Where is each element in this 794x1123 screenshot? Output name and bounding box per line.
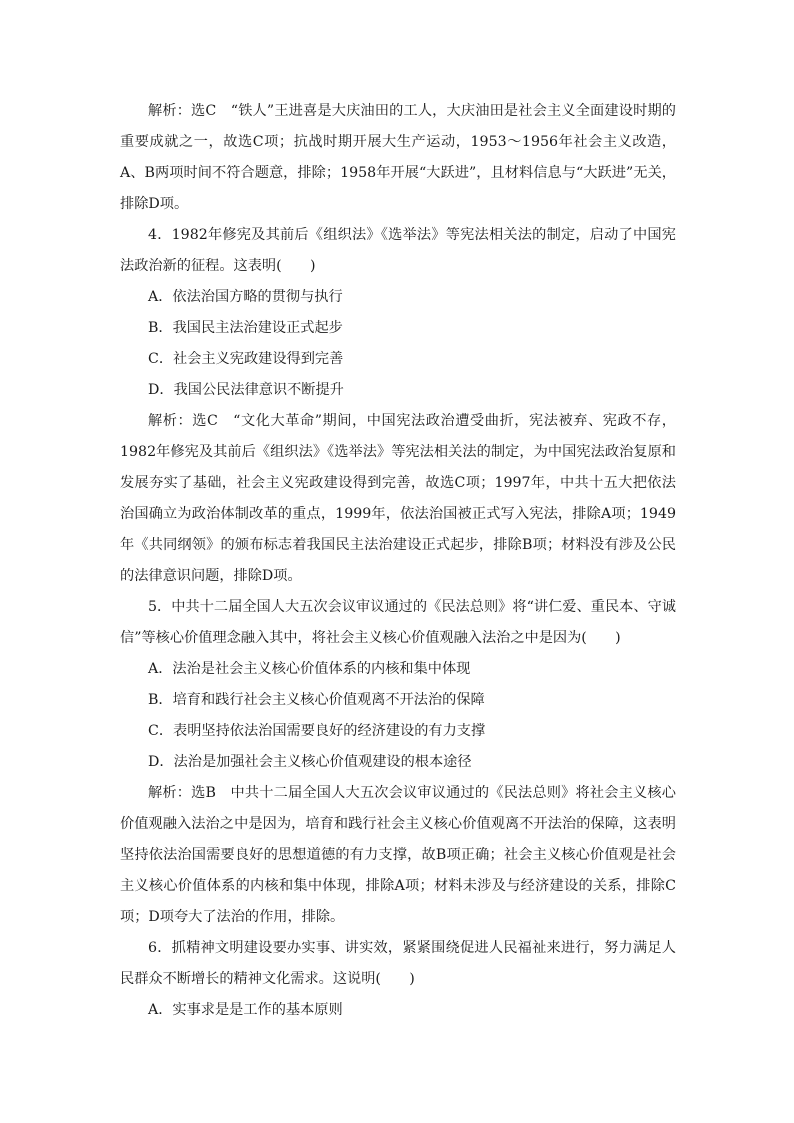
question-6-stem: 6．抓精神文明建设要办实事、讲实效，紧紧围绕促进人民福祉来进行，努力满足人民群众不断增长的精神文化需求。这说明( ) (120, 940, 676, 987)
explanation-q4: 解析：选C “文化大革命”期间，中国宪法政治遭受曲折，宪法被弃、宪政不存，1982年修宪及其前后《组织法》《选举法》等宪法相关法的制定，为中国宪法政治复原和发展夯实了基础，社会主义宪政建设得到完善，故选C项；1997年，中共十五大把依法治国确立为政治体制改革的重点，1999年，依法治国被正式写入宪法，排除A项；1949年《共同纲领》的颁布标志着我国民主法治建设正式起步，排除B项；材料没有涉及公民的法律意识问题，排除D项。 (120, 413, 676, 584)
explanation-q3: 解析：选C “铁人”王进喜是大庆油田的工人，大庆油田是社会主义全面建设时期的重要成就之一，故选C项；抗战时期开展大生产运动，1953～1956年社会主义改造，A、B两项时间不符合题意，排除；1958年开展“大跃进”，且材料信息与“大跃进”无关，排除D项。 (120, 103, 676, 212)
document-content (120, 96, 676, 1026)
question-4-option-c: C．社会主义宪政建设得到完善 (148, 351, 344, 367)
question-4-option-a: A．依法治国方略的贯彻与执行 (148, 289, 343, 305)
question-5-option-b: B．培育和践行社会主义核心价值观离不开法治的保障 (148, 692, 485, 708)
explanation-q5: 解析：选B 中共十二届全国人大五次会议审议通过的《民法总则》将社会主义核心价值观融入法治之中是因为，培育和践行社会主义核心价值观离不开法治的保障，这表明坚持依法治国需要良好的思想道德的有力支撑，故B项正确；社会主义核心价值观是社会主义核心价值体系的内核和集中体现，排除A项；材料未涉及与经济建设的关系，排除C项；D项夸大了法治的作用，排除。 (120, 785, 676, 925)
question-4-option-d: D．我国公民法律意识不断提升 (148, 382, 344, 398)
question-4-option-b: B．我国民主法治建设正式起步 (148, 320, 343, 336)
question-5-option-d: D．法治是加强社会主义核心价值观建设的根本途径 (148, 754, 472, 770)
question-4-stem: 4．1982年修宪及其前后《组织法》《选举法》等宪法相关法的制定，启动了中国宪法政治新的征程。这表明( ) (120, 227, 676, 274)
question-6-option-a: A．实事求是是工作的基本原则 (148, 1002, 343, 1018)
question-5-option-c: C．表明坚持依法治国需要良好的经济建设的有力支撑 (148, 723, 486, 739)
question-5-stem: 5．中共十二届全国人大五次会议审议通过的《民法总则》将“讲仁爱、重民本、守诚信”等核心价值理念融入其中，将社会主义核心价值观融入法治之中是因为( ) (120, 599, 676, 646)
question-5-option-a: A．法治是社会主义核心价值体系的内核和集中体现 (148, 661, 471, 677)
